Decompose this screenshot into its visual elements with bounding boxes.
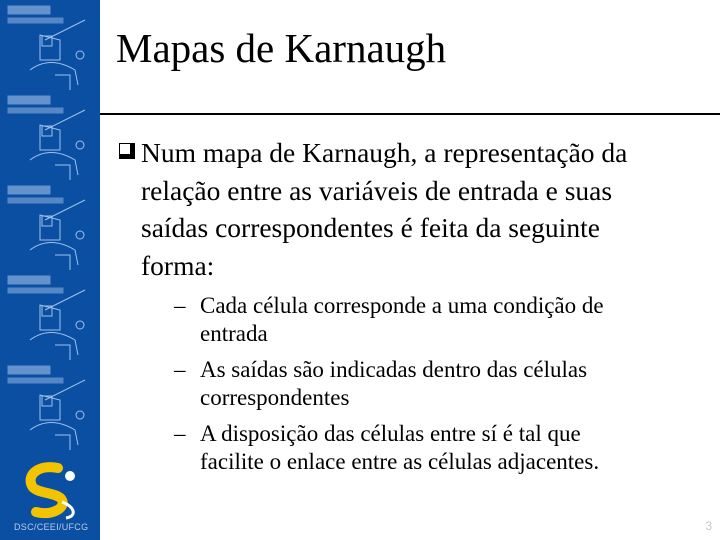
square-bullet-icon — [118, 142, 136, 160]
title-divider — [100, 113, 720, 115]
bullet-line: Num mapa de Karnaugh, a representação da — [141, 137, 628, 168]
slide-title: Mapas de Karnaugh — [116, 25, 447, 71]
sidebar-decoration — [0, 0, 100, 540]
sidebar-thumbnail — [0, 90, 100, 188]
sub-bullet — [174, 356, 714, 412]
main-bullet — [118, 134, 716, 284]
circuit-sketch-icon — [0, 90, 100, 188]
bullet-line: relação entre as variáveis de entrada e suas — [141, 174, 613, 206]
bullet-line: saídas correspondentes é feita da seguinte — [141, 212, 600, 243]
page-number: 3 — [705, 519, 712, 533]
bullet-line: forma: — [141, 249, 215, 281]
dash-marker: – — [174, 293, 186, 318]
sub-bullet-list — [174, 292, 714, 484]
dash-marker: – — [174, 357, 186, 382]
footer-label: DSC/CEEI/UFCG — [14, 522, 89, 532]
sidebar-thumbnail — [0, 0, 100, 98]
circuit-sketch-icon — [0, 180, 100, 278]
sidebar-thumbnail — [0, 360, 100, 458]
sub-bullet-line: As saídas são indicadas dentro das células — [200, 357, 588, 382]
sub-bullet-line: facilite o enlace entre as células adjacentes. — [200, 449, 600, 474]
dash-marker: – — [174, 421, 186, 446]
circuit-sketch-icon — [0, 270, 100, 368]
circuit-sketch-icon — [0, 360, 100, 458]
sub-bullet-line: correspondentes — [200, 385, 350, 410]
sub-bullet-line: Cada célula corresponde a uma condição de — [200, 293, 604, 318]
sidebar-thumbnail — [0, 180, 100, 278]
institution-logo — [18, 462, 84, 522]
circuit-sketch-icon — [0, 0, 100, 98]
sub-bullet — [174, 420, 714, 476]
sub-bullet-line: A disposição das células entre sí é tal que — [200, 421, 581, 446]
sidebar-thumbnail — [0, 270, 100, 368]
sub-bullet — [174, 292, 714, 348]
sub-bullet-line: entrada — [200, 321, 268, 346]
